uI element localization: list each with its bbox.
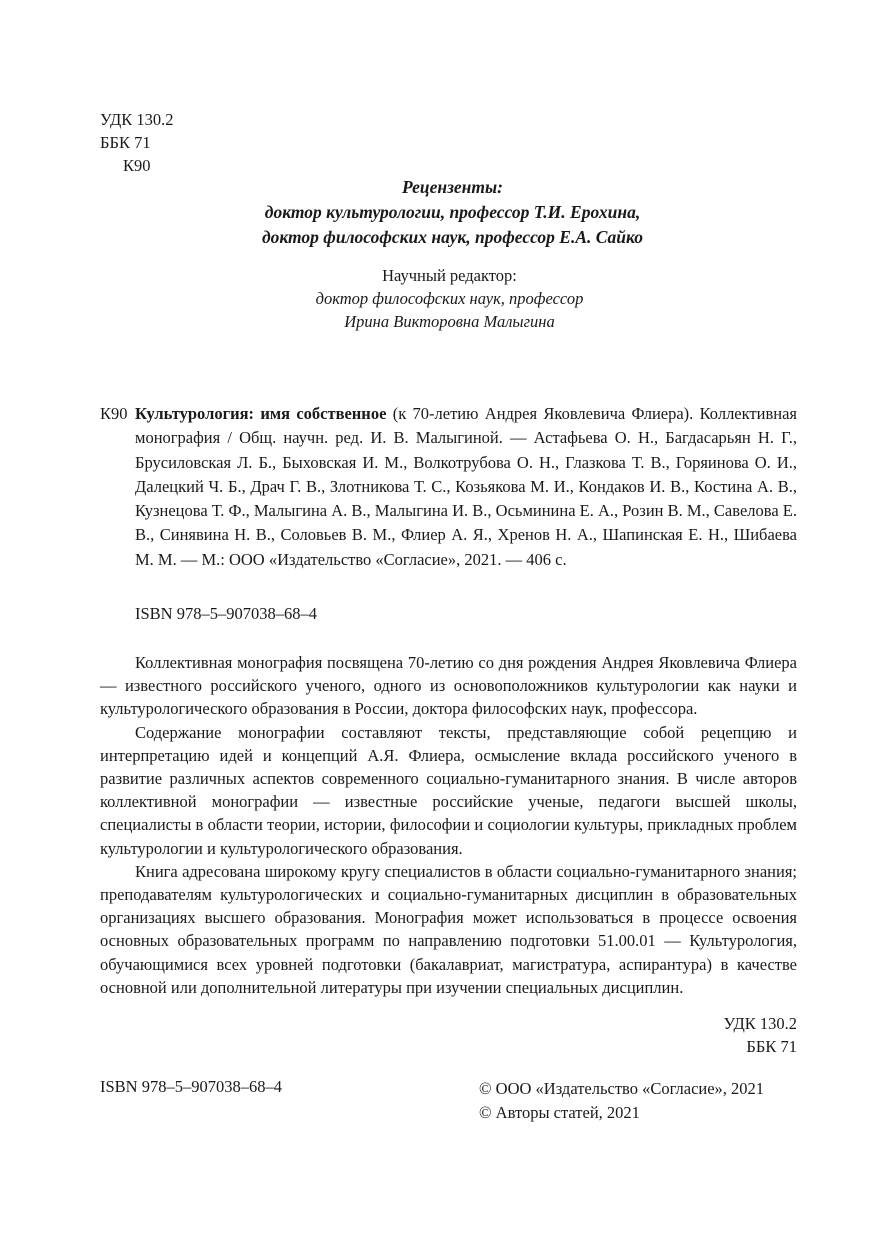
editor-heading: Научный редактор: <box>382 266 517 285</box>
book-title: Культурология: имя собственное <box>135 404 387 423</box>
scientific-editor-block <box>0 264 875 333</box>
udk-code: УДК 130.2 <box>100 110 174 129</box>
classification-codes-top <box>100 108 174 177</box>
bbk-code: ББК 71 <box>100 133 151 152</box>
editor-title: доктор философских наук, профессор <box>315 289 584 308</box>
biblio-text <box>135 402 797 572</box>
copyright-publisher: © ООО «Издательство «Согласие», 2021 <box>479 1079 765 1098</box>
isbn-record: ISBN 978–5–907038–68–4 <box>135 604 317 623</box>
annotation-paragraph: Содержание монографии составляют тексты, представляющие собой рецепцию и интерпретацию идей и концепций А.Я. Флиера, осмысление вклада российского ученого в развитие различных аспектов современного социально-гуманитарного знания. В числе авторов коллективной монографии — известные российские ученые, педагоги высшей школы, специалисты в области теории, истории, философии и социологии культуры, прикладных проблем культурологии и культурологического образования. <box>100 722 797 858</box>
reviewers-block <box>0 175 875 250</box>
reviewer-2: доктор философских наук, профессор Е.А. Сайко <box>261 227 643 247</box>
isbn-footer: ISBN 978–5–907038–68–4 <box>100 1077 282 1096</box>
annotation-paragraph: Книга адресована широкому кругу специалистов в области социально-гуманитарного знания; преподавателям культурологических и социально-гуманитарных дисциплин в образовательных организациях высшего образования. Монография может использоваться в процессе освоения основных образовательных программ по направлению подготовки 51.00.01 — Культурология, обучающимися всех уровней подготовки (бакалавриат, магистратура, аспирантура) в качестве основной или дополнительной литературы при изучении специальных дисциплин. <box>100 861 797 997</box>
bibliographic-record <box>100 402 797 572</box>
biblio-description: (к 70-летию Андрея Яковлевича Флиера). Коллективная монография / Общ. научн. ред. И. В. Малыгиной. — Астафьева О. Н., Багдасарьян Н. Г., Брусиловская Л. Б., Быховская И. М., Волкотрубова О. Н., Глазкова Т. В., Горяинова О. И., Далецкий Ч. Б., Драч Г. В., Злотникова Т. С., Козьякова М. И., Кондаков И. В., Костина А. В., Кузнецова Т. Ф., Малыгина А. В., Малыгина И. В., Осьминина Е. А., Розин В. М., Савелова Е. В., Синявина Н. В., Соловьев В. М., Флиер А. Я., Хренов Н. А., Шапинская Е. Н., Шибаева М. М. — М.: ООО «Издательство «Согласие», 2021. — 406 с. <box>135 404 797 569</box>
biblio-code: К90 <box>100 404 128 423</box>
bbk-code-bottom: ББК 71 <box>746 1037 797 1056</box>
reviewers-heading: Рецензенты: <box>402 177 503 197</box>
editor-name: Ирина Викторовна Малыгина <box>344 312 555 331</box>
copyright-block <box>479 1077 764 1125</box>
udk-code-bottom: УДК 130.2 <box>723 1014 797 1033</box>
annotation <box>100 651 797 999</box>
classification-codes-bottom <box>723 1012 797 1058</box>
author-mark: К90 <box>123 156 151 175</box>
annotation-paragraph: Коллективная монография посвящена 70-летию со дня рождения Андрея Яковлевича Флиера — известного российского ученого, одного из основоположников культурологии как науки и культурологического образования в России, доктора философских наук, профессора. <box>100 653 797 719</box>
reviewer-1: доктор культурологии, профессор Т.И. Ерохина, <box>264 202 641 222</box>
copyright-authors: © Авторы статей, 2021 <box>479 1103 640 1122</box>
